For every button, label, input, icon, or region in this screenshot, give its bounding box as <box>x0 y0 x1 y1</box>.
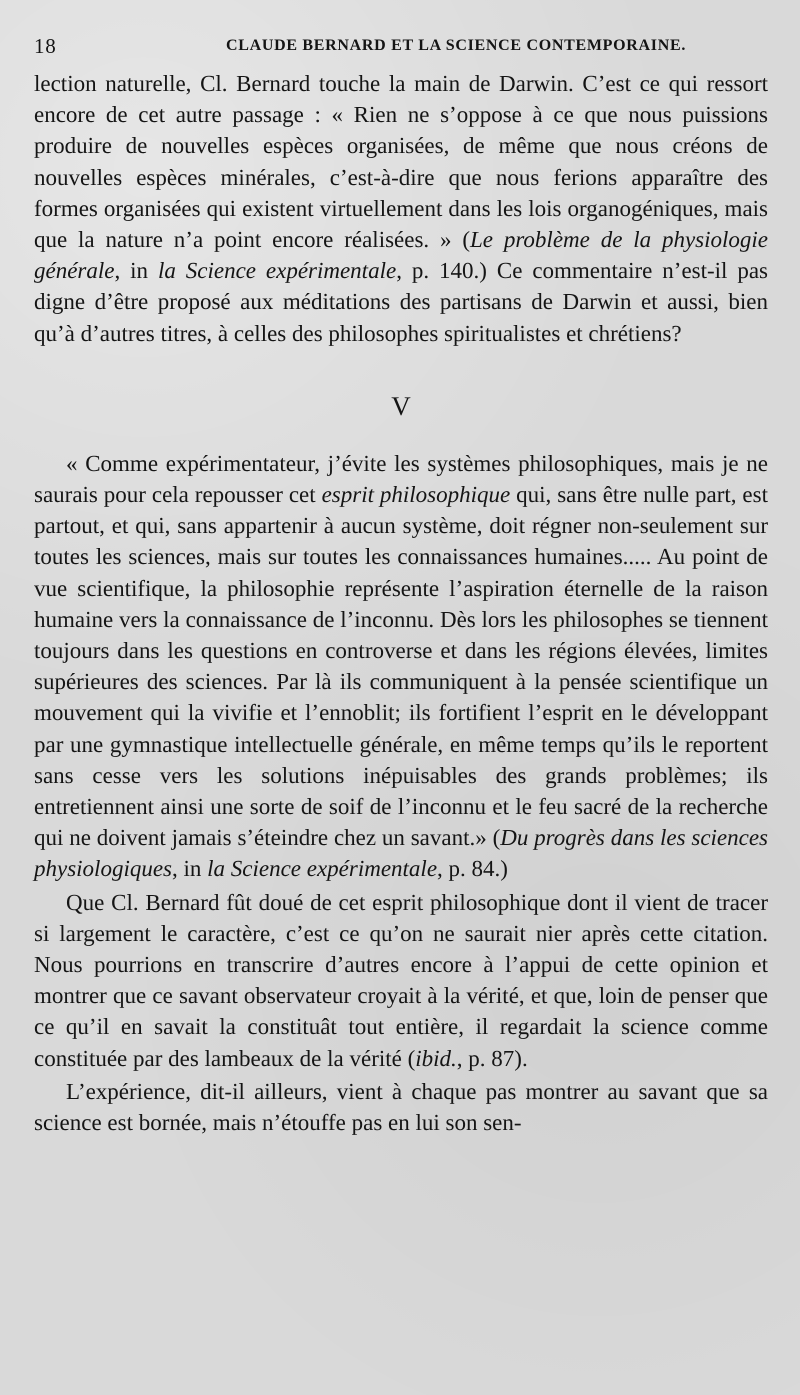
body-text <box>34 68 768 1138</box>
paragraph-1-text-1: lection naturelle, Cl. Bernard touche la main de Darwin. C’est ce qui ressort encore de cet autre passage : « Rien ne s’oppose à ce que nous puissions produire de nouvelles espèces organisées, de même que nous créons de nouvelles espèces minérales, c’est-à-dire que nous ferions apparaître des formes organisées qui existent virtuellement dans les lois organogéniques, mais que la nature n’a point encore réalisées. » ( <box>34 71 768 253</box>
page-header <box>34 34 768 68</box>
paragraph-3-text-2: , p. 87). <box>456 1045 528 1071</box>
paragraph-2-text-4: , p. 84.) <box>437 856 508 882</box>
paragraph-1-italic-1: Le problème de la physiologie générale <box>34 227 768 284</box>
paragraph-2-text-3: , in <box>172 856 208 882</box>
paragraph-4 <box>34 1076 768 1138</box>
section-heading: V <box>391 390 411 421</box>
running-title: CLAUDE BERNARD ET LA SCIENCE CONTEMPORAINE. <box>225 37 687 54</box>
paragraph-2-text-2: qui, sans être nulle part, est partout, et qui, sans appartenir à aucun système, doit régner non-seulement sur toutes les sciences, mais sur toutes les connaissances humaines..... Au point de vue scientifique, la philosophie représente l’aspiration éternelle de la raison humaine vers la connaissance de l’inconnu. Dès lors les philosophes se tiennent toujours dans les questions en controverse et dans les régions élevées, limites supérieures des sciences. Par là ils communiquent à la pensée scientifique un mouvement qui la vivifie et l’ennoblit; ils fortifient l’esprit en le développant par une gymnastique intellectuelle générale, en même temps qu’ils le reportent sans cesse vers les solutions inépuisables des grands problèmes; ils entretiennent ainsi une sorte de soif de l’inconnu et le feu sacré de la recherche qui ne doivent jamais s’éteindre chez un savant.» ( <box>34 482 768 851</box>
paragraph-2 <box>34 448 768 885</box>
page-number: 18 <box>34 34 57 58</box>
paragraph-3 <box>34 887 768 1074</box>
paragraph-1 <box>34 68 768 349</box>
paragraph-2-italic-1: esprit philosophique <box>321 482 511 508</box>
paragraph-1-italic-2: la Science expérimentale <box>157 258 397 284</box>
paragraph-2-text-1: « Comme expérimentateur, j’évite les systèmes philosophiques, mais je ne saurais pour cela repousser cet <box>34 450 768 508</box>
paragraph-1-text-3: , p. 140.) Ce commentaire n’est-il pas digne d’être proposé aux méditations des partisans de Darwin et aussi, bien qu’à d’autres titres, à celles des philosophes spiritualistes et chrétiens? <box>34 258 769 346</box>
paragraph-4-text-1: L’expérience, dit-il ailleurs, vient à chaque pas montrer au savant que sa science est bornée, mais n’étouffe pas en lui son sen- <box>34 1078 768 1136</box>
paragraph-3-text-1: Que Cl. Bernard fût doué de cet esprit philosophique dont il vient de tracer si largement le caractère, c’est ce qu’on ne saurait nier après cette citation. Nous pourrions en transcrire d’autres encore à l’appui de cette opinion et montrer que ce savant observateur croyait à la vérité, et que, loin de penser que ce qu’il en savait la constituât tout entière, il regardait la science comme constituée par des lambeaux de la vérité ( <box>34 889 768 1071</box>
paragraph-2-italic-2: Du progrès dans les sciences physiologiques <box>34 825 768 882</box>
paragraph-1-text-2: , in <box>114 258 158 284</box>
paragraph-3-italic-1: ibid. <box>415 1045 457 1071</box>
paragraph-2-italic-3: la Science expérimentale <box>207 856 438 882</box>
